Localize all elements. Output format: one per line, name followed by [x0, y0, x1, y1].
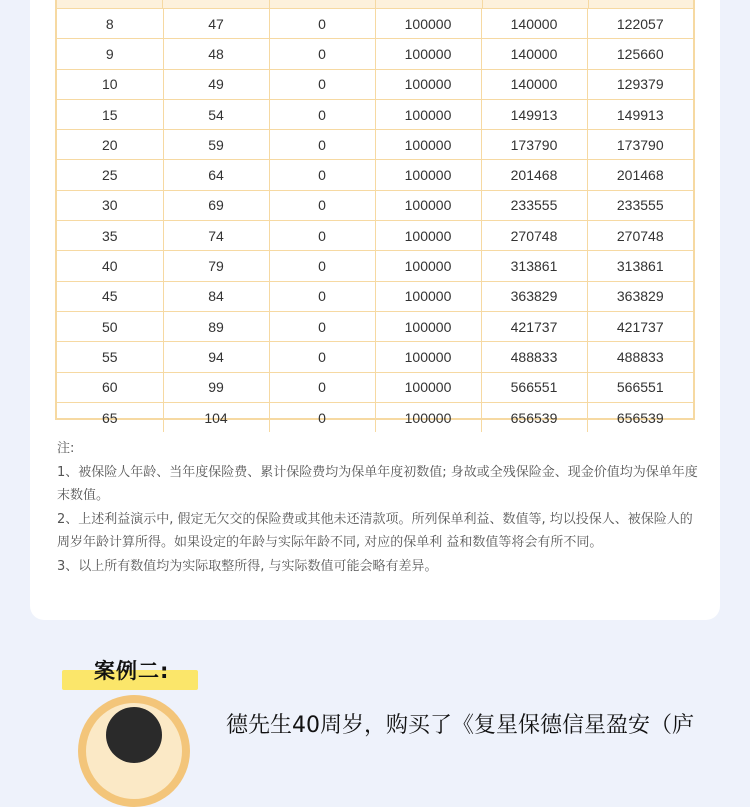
- table-cell: 0: [269, 190, 375, 220]
- table-row: [57, 311, 693, 341]
- table-cell: 0: [269, 160, 375, 190]
- table-cell: 35: [57, 221, 163, 251]
- note-item-1: 1、被保险人年龄、当年度保险费、累计保险费均为保单年度初数值; 身故或全残保险金、现金价值均为保单年度末数值。: [57, 464, 698, 503]
- table-cell: 0: [269, 372, 375, 402]
- table-cell: 99: [163, 372, 269, 402]
- table-cell: 0: [269, 221, 375, 251]
- note-item-3: 3、以上所有数值均为实际取整所得, 与实际数值可能会略有差异。: [57, 558, 438, 574]
- table-cell: 59: [163, 130, 269, 160]
- table-cell: 0: [269, 251, 375, 281]
- table-cell: 129379: [587, 69, 693, 99]
- table-cell: 100000: [375, 402, 481, 432]
- table-row: [57, 342, 693, 372]
- table-cell: 40: [57, 251, 163, 281]
- table-cell: 100000: [375, 39, 481, 69]
- table-row: [57, 221, 693, 251]
- table-cell: 0: [269, 311, 375, 341]
- table-cell: 488833: [587, 342, 693, 372]
- table-cell: 270748: [481, 221, 587, 251]
- table-cell: 149913: [587, 99, 693, 129]
- table-row: [57, 69, 693, 99]
- table-cell: 488833: [481, 342, 587, 372]
- table-cell: 100000: [375, 9, 481, 39]
- table-cell: 140000: [481, 9, 587, 39]
- table-cell: 566551: [481, 372, 587, 402]
- table-cell: 149913: [481, 99, 587, 129]
- table-cell: 656539: [587, 402, 693, 432]
- table-cell: 173790: [481, 130, 587, 160]
- avatar: [78, 695, 190, 807]
- table-cell: 656539: [481, 402, 587, 432]
- table-row: [57, 251, 693, 281]
- table-cell: 0: [269, 342, 375, 372]
- table-cell: 47: [163, 9, 269, 39]
- table-cell: 0: [269, 402, 375, 432]
- table-cell: 100000: [375, 281, 481, 311]
- table-cell: 25: [57, 160, 163, 190]
- table-cell: 313861: [481, 251, 587, 281]
- table-cell: 100000: [375, 221, 481, 251]
- table-cell: 89: [163, 311, 269, 341]
- table-cell: 0: [269, 9, 375, 39]
- table-cell: 104: [163, 402, 269, 432]
- table-row: [57, 281, 693, 311]
- table-cell: 100000: [375, 190, 481, 220]
- table-cell: 55: [57, 342, 163, 372]
- table-cell: 48: [163, 39, 269, 69]
- table-row: [57, 160, 693, 190]
- table-cell: 60: [57, 372, 163, 402]
- table-cell: 94: [163, 342, 269, 372]
- table-cell: 233555: [587, 190, 693, 220]
- table-row: [57, 372, 693, 402]
- table-row: [57, 190, 693, 220]
- table-cell: 140000: [481, 39, 587, 69]
- table-cell: 15: [57, 99, 163, 129]
- table-cell: 69: [163, 190, 269, 220]
- table-cell: 65: [57, 402, 163, 432]
- table-row: [57, 130, 693, 160]
- table-cell: 10: [57, 69, 163, 99]
- table-cell: 313861: [587, 251, 693, 281]
- table-cell: 54: [163, 99, 269, 129]
- table-cell: 140000: [481, 69, 587, 99]
- table-cell: 173790: [587, 130, 693, 160]
- table-cell: 270748: [587, 221, 693, 251]
- table-cell: 9: [57, 39, 163, 69]
- table-cell: 421737: [481, 311, 587, 341]
- table-cell: 100000: [375, 99, 481, 129]
- notes-heading: 注:: [57, 441, 75, 456]
- table-cell: 100000: [375, 160, 481, 190]
- table-cell: 64: [163, 160, 269, 190]
- table-row: [57, 39, 693, 69]
- table-cell: 100000: [375, 69, 481, 99]
- table-cell: 0: [269, 69, 375, 99]
- table-cell: 363829: [587, 281, 693, 311]
- table-cell: 100000: [375, 251, 481, 281]
- table-cell: 30: [57, 190, 163, 220]
- table-cell: 201468: [481, 160, 587, 190]
- note-item-2: 2、上述利益演示中, 假定无欠交的保险费或其他未还清款项。所列保单利益、数值等, 均以投保人、被保险人的周岁年龄计算所得。如果设定的年龄与实际年龄不同, 对应的保单利 益和数值等将会有所不同。: [57, 511, 693, 550]
- avatar-head-icon: [106, 707, 162, 763]
- table-cell: 20: [57, 130, 163, 160]
- table-body: [57, 9, 693, 433]
- table-cell: 100000: [375, 372, 481, 402]
- benefit-table: [55, 0, 695, 426]
- table-row: [57, 99, 693, 129]
- table-cell: 45: [57, 281, 163, 311]
- notes-section: [57, 437, 702, 578]
- table-cell: 79: [163, 251, 269, 281]
- table-cell: 49: [163, 69, 269, 99]
- table-cell: 122057: [587, 9, 693, 39]
- table-row: [57, 9, 693, 39]
- table-cell: 8: [57, 9, 163, 39]
- table-cell: 0: [269, 130, 375, 160]
- table-cell: 125660: [587, 39, 693, 69]
- table-cell: 0: [269, 39, 375, 69]
- table-cell: 566551: [587, 372, 693, 402]
- table-cell: 84: [163, 281, 269, 311]
- table-cell: 100000: [375, 130, 481, 160]
- case-title: 案例二:: [94, 659, 170, 683]
- case-description: 德先生40周岁，购买了《复星保德信星盈安（庐: [226, 713, 694, 738]
- table-cell: 201468: [587, 160, 693, 190]
- table-cell: 100000: [375, 311, 481, 341]
- table-cell: 100000: [375, 342, 481, 372]
- table-row: [57, 402, 693, 432]
- table-cell: 74: [163, 221, 269, 251]
- table-cell: 233555: [481, 190, 587, 220]
- table-cell: 421737: [587, 311, 693, 341]
- table-cell: 0: [269, 281, 375, 311]
- table-cell: 0: [269, 99, 375, 129]
- table-cell: 50: [57, 311, 163, 341]
- table-cell: 363829: [481, 281, 587, 311]
